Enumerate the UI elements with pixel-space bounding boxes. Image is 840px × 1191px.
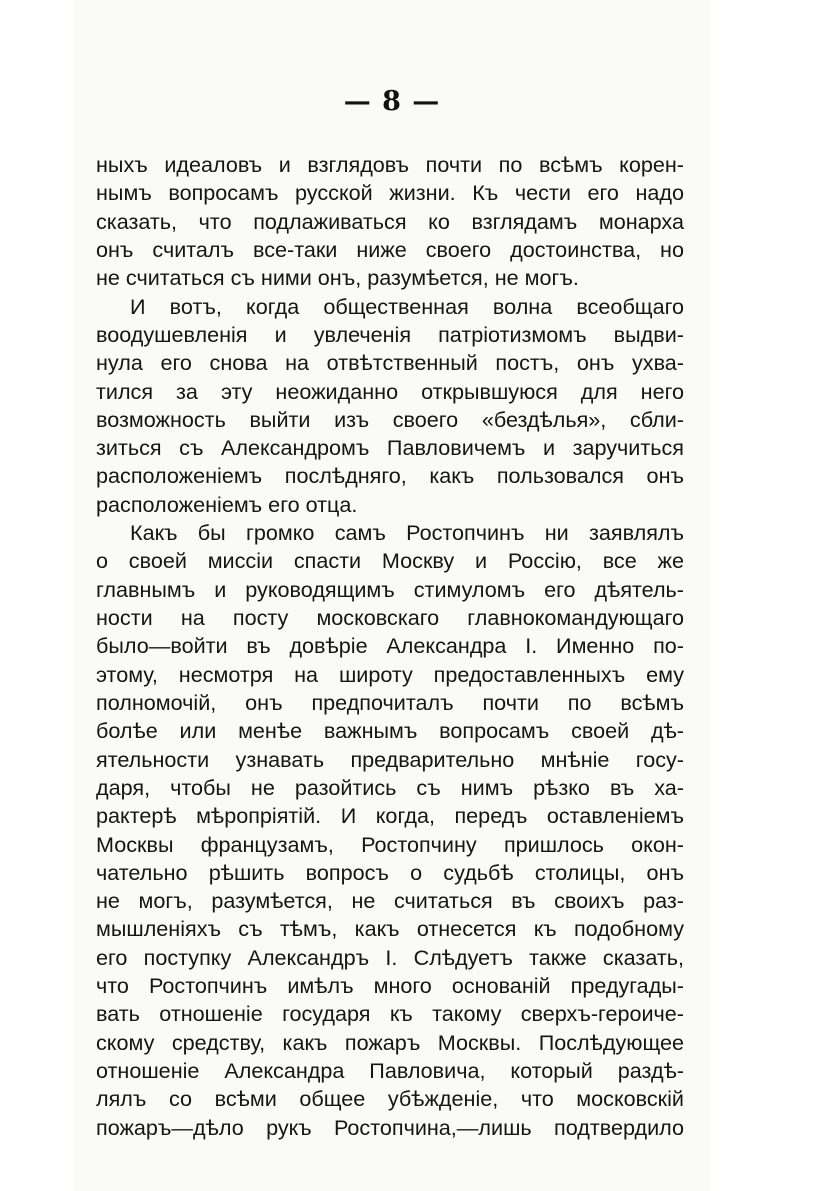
text-line: сказать, что подлаживаться ко взглядамъ монарха [96, 208, 684, 234]
text-line: скому средству, какъ пожаръ Москвы. Послѣдующее [96, 1029, 684, 1055]
text-line: о своей миссіи спасти Москву и Россію, все же [96, 548, 684, 574]
text-line: рактерѣ мѣропріятій. И когда, передъ оставленіемъ [96, 803, 684, 829]
text-line: ныхъ идеаловъ и взглядовъ почти по всѣмъ корен- [96, 152, 684, 177]
text-line: этому, несмотря на широту предоставленныхъ ему [96, 661, 684, 687]
body-text [96, 151, 684, 1142]
text-line: ности на посту московскаго главнокомандующаго [96, 605, 684, 630]
text-line: что Ростопчинъ имѣлъ много основаній предугады- [96, 973, 684, 999]
text-line: было—войти въ довѣріе Александра I. Именно по- [96, 633, 684, 659]
text-line: нымъ вопросамъ русской жизни. Къ чести его надо [96, 180, 684, 206]
text-line: чательно рѣшить вопросъ о судьбѣ столицы, онъ [96, 859, 684, 885]
text-line: ятельности узнавать предварительно мнѣніе госу- [96, 746, 684, 772]
text-line: полномочій, онъ предпочиталъ почти по всѣмъ [96, 689, 684, 715]
text-line: возможность выйти изъ своего «бездѣлья», сбли- [96, 406, 684, 432]
text-line: пожаръ—дѣло рукъ Ростопчина,—лишь подтвердило [96, 1114, 684, 1140]
text-line: расположеніемъ послѣдняго, какъ пользовался онъ [96, 463, 684, 489]
text-line: мышленіяхъ съ тѣмъ, какъ отнесется къ подобному [96, 916, 684, 942]
text-line: его поступку Александръ I. Слѣдуетъ также сказать, [96, 944, 684, 970]
paragraph-first-line: Какъ бы громко самъ Ростопчинъ ни заявлялъ [130, 520, 684, 546]
text-line: зиться съ Александромъ Павловичемъ и заручиться [96, 435, 684, 461]
paragraph-first-line: И вотъ, когда общественная волна всеобщаго [130, 293, 684, 319]
page-number: — 8 — [343, 86, 441, 117]
text-line: лялъ со всѣми общее убѣжденіе, что московскій [96, 1086, 684, 1112]
text-line: расположеніемъ его отца. [96, 491, 358, 517]
text-line: тился за эту неожиданно открывшуюся для него [96, 378, 684, 404]
text-line: не считаться съ ними онъ, разумѣется, не могъ. [96, 265, 579, 291]
text-line: вать отношеніе государя къ такому сверхъ-героиче- [96, 1001, 684, 1027]
text-line: нула его снова на отвѣтственный постъ, онъ ухва- [96, 350, 684, 376]
text-line: болѣе или менѣе важнымъ вопросамъ своей дѣ- [96, 718, 684, 744]
text-line: главнымъ и руководящимъ стимуломъ его дѣятель- [96, 576, 684, 602]
text-line: онъ считалъ все-таки ниже своего достоинства, но [96, 236, 684, 262]
text-line: воодушевленія и увлеченія патріотизмомъ выдви- [96, 321, 684, 347]
text-line: даря, чтобы не разойтись съ нимъ рѣзко въ ха- [96, 774, 684, 800]
text-line: не могъ, разумѣется, не считаться въ своихъ раз- [96, 888, 684, 914]
text-line: отношеніе Александра Павловича, который раздѣ- [96, 1058, 684, 1083]
text-line: Москвы французамъ, Ростопчину пришлось окон- [96, 831, 684, 857]
book-page [74, 0, 710, 1191]
